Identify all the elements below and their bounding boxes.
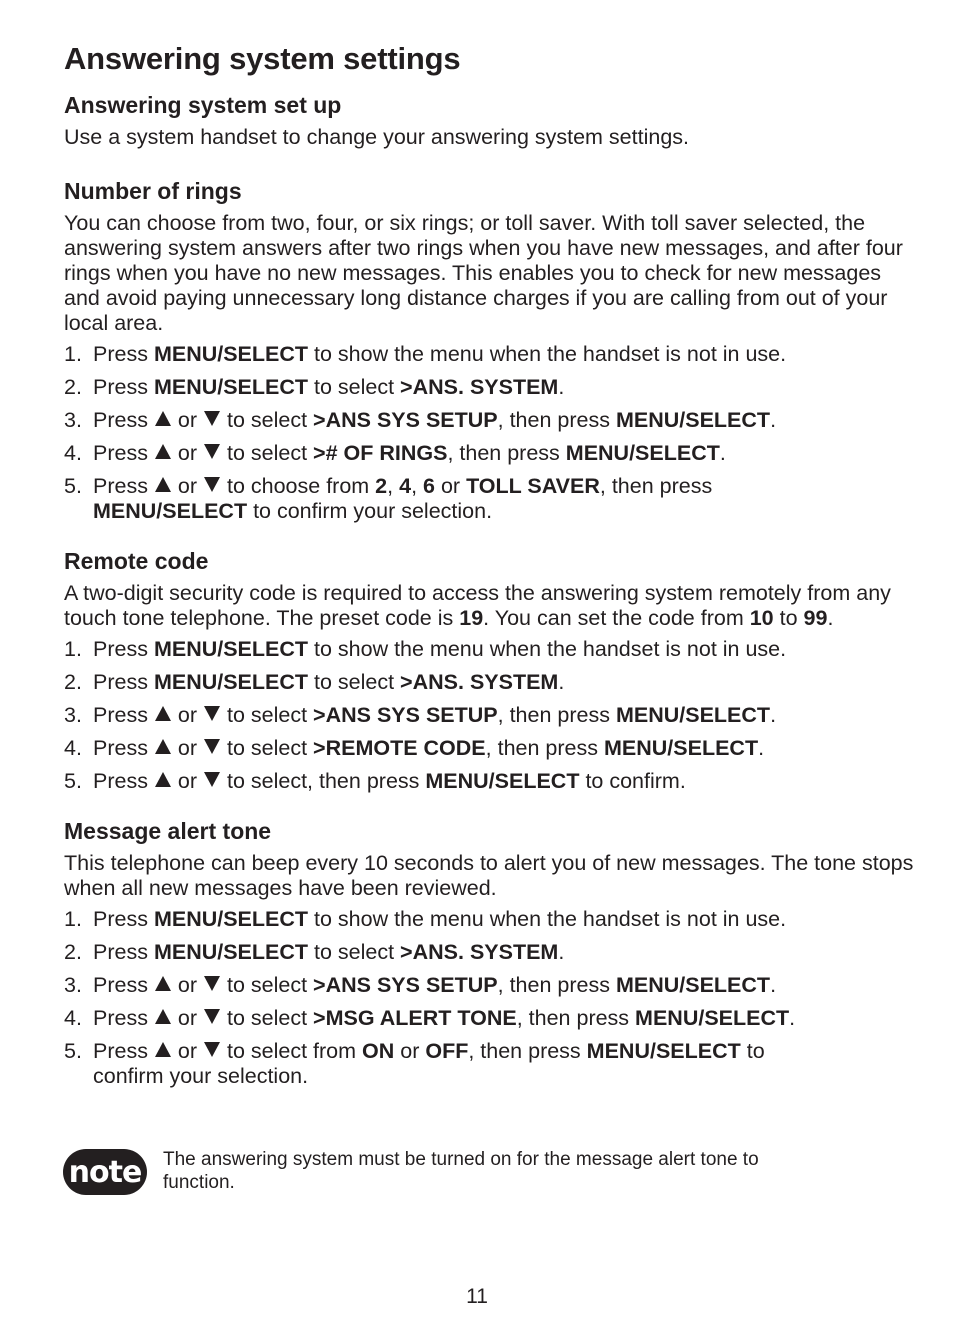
up-arrow-icon — [155, 739, 171, 754]
list-item: 3. Press or to select >ANS SYS SETUP, then press MENU/SELECT. — [64, 703, 777, 727]
down-arrow-icon — [204, 477, 220, 492]
list-item: 4. Press or to select >REMOTE CODE, then press MENU/SELECT. — [64, 736, 765, 760]
list-item: 1. Press MENU/SELECT to show the menu when the handset is not in use. — [64, 637, 787, 661]
list-item: 5. Press or to select from ON or OFF, then press MENU/SELECT to confirm your selection. — [64, 1039, 765, 1088]
remote-heading: Remote code — [64, 548, 209, 574]
note-text: The answering system must be turned on for the message alert tone to function. — [163, 1149, 759, 1193]
rings-steps — [64, 342, 914, 524]
setup-heading: Answering system set up — [64, 92, 342, 118]
rings-section — [64, 176, 914, 524]
down-arrow-icon — [204, 706, 220, 721]
list-item: 5. Press or to choose from 2, 4, 6 or TOLL SAVER, then press MENU/SELECT to confirm your selection. — [64, 474, 713, 523]
up-arrow-icon — [155, 1009, 171, 1024]
list-item: 2. Press MENU/SELECT to select >ANS. SYSTEM. — [64, 375, 565, 399]
up-arrow-icon — [155, 444, 171, 459]
alert-section — [64, 816, 914, 1089]
list-item: 5. Press or to select, then press MENU/SELECT to confirm. — [64, 769, 686, 793]
setup-section — [64, 90, 914, 150]
up-arrow-icon — [155, 477, 171, 492]
remote-text: A two-digit security code is required to access the answering system remotely from any touch tone telephone. The preset code is 19. You can set the code from 10 to 99. — [64, 581, 891, 630]
down-arrow-icon — [204, 411, 220, 426]
list-item: 2. Press MENU/SELECT to select >ANS. SYSTEM. — [64, 940, 565, 964]
note-badge-icon: note — [63, 1149, 147, 1195]
remote-steps — [64, 637, 914, 794]
down-arrow-icon — [204, 739, 220, 754]
list-item: 4. Press or to select >MSG ALERT TONE, then press MENU/SELECT. — [64, 1006, 796, 1030]
page-title: Answering system settings — [64, 41, 461, 76]
list-item: 3. Press or to select >ANS SYS SETUP, then press MENU/SELECT. — [64, 973, 777, 997]
rings-text: You can choose from two, four, or six rings; or toll saver. With toll saver selected, the answering system answers after two rings when you have new messages, and after four rings when you have no new messages. This enables you to check for new messages and avoid paying unnecessary long distance charges if you are calling from out of your local area. — [64, 211, 903, 335]
list-item: 1. Press MENU/SELECT to show the menu when the handset is not in use. — [64, 907, 787, 931]
list-item: 3. Press or to select >ANS SYS SETUP, then press MENU/SELECT. — [64, 408, 777, 432]
alert-steps — [64, 907, 914, 1089]
up-arrow-icon — [155, 411, 171, 426]
up-arrow-icon — [155, 706, 171, 721]
alert-heading: Message alert tone — [64, 818, 272, 844]
down-arrow-icon — [204, 444, 220, 459]
list-item: 2. Press MENU/SELECT to select >ANS. SYSTEM. — [64, 670, 565, 694]
setup-text: Use a system handset to change your answering system settings. — [64, 125, 690, 149]
down-arrow-icon — [204, 1009, 220, 1024]
up-arrow-icon — [155, 1042, 171, 1057]
down-arrow-icon — [204, 1042, 220, 1057]
up-arrow-icon — [155, 772, 171, 787]
up-arrow-icon — [155, 976, 171, 991]
page-content — [64, 40, 914, 1111]
down-arrow-icon — [204, 976, 220, 991]
rings-heading: Number of rings — [64, 178, 242, 204]
list-item: 4. Press or to select ># OF RINGS, then press MENU/SELECT. — [64, 441, 726, 465]
alert-text: This telephone can beep every 10 seconds to alert you of new messages. The tone stops when all new messages have been reviewed. — [64, 851, 914, 900]
page-number: 11 — [466, 1285, 488, 1308]
list-item: 1. Press MENU/SELECT to show the menu when the handset is not in use. — [64, 342, 787, 366]
remote-section — [64, 546, 914, 794]
down-arrow-icon — [204, 772, 220, 787]
note-box — [63, 1148, 833, 1195]
